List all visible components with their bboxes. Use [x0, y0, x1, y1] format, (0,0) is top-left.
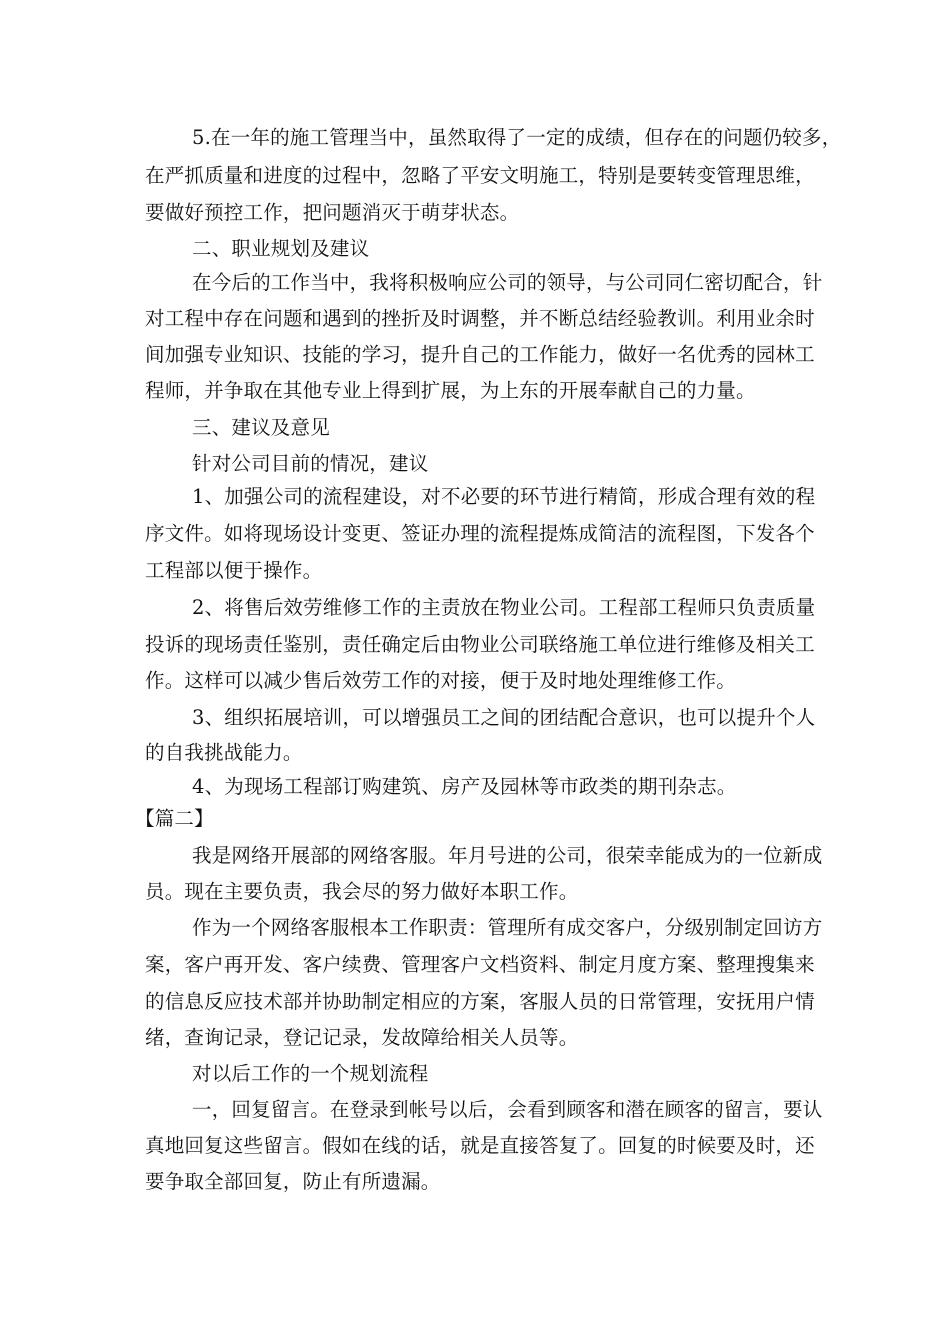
paragraph-line: 对以后工作的一个规划流程 — [192, 1062, 429, 1085]
paragraph-line: 工程部以便于操作。 — [145, 559, 323, 582]
paragraph-line: 针对公司目前的情况，建议 — [192, 452, 429, 475]
paragraph-line: 4、为现场工程部订购建筑、房产及园林等市政类的期刊杂志。 — [192, 775, 737, 798]
paragraph-line: 投诉的现场责任鉴别，责任确定后由物业公司联络施工单位进行维修及相关工 — [145, 633, 815, 656]
paragraph-line: 作为一个网络客服根本工作职责：管理所有成交客户，分级别制定回访方 — [192, 916, 823, 939]
part-heading: 【篇二】 — [135, 807, 214, 830]
section-heading: 三、建议及意见 — [192, 416, 330, 439]
paragraph-line: 间加强专业知识、技能的学习，提升自己的工作能力，做好一名优秀的园林工 — [145, 343, 815, 366]
paragraph-line: 2、将售后效劳维修工作的主责放在物业公司。工程部工程师只负责质量 — [192, 596, 816, 619]
paragraph-line: 对工程中存在问题和遇到的挫折及时调整，并不断总结经验教训。利用业余时 — [145, 307, 815, 330]
paragraph-line: 1、加强公司的流程建设，对不必要的环节进行精简，形成合理有效的程 — [192, 485, 816, 508]
paragraph-line: 5.在一年的施工管理当中，虽然取得了一定的成绩，但存在的问题仍较多， — [192, 126, 842, 149]
section-heading: 二、职业规划及建议 — [192, 237, 370, 260]
paragraph-line: 一，回复留言。在登录到帐号以后，会看到顾客和潜在顾客的留言，要认 — [192, 1098, 823, 1121]
paragraph-line: 案，客户再开发、客户续费、管理客户文档资料、制定月度方案、整理搜集来 — [145, 953, 815, 976]
paragraph-line: 在今后的工作当中，我将积极响应公司的领导，与公司同仁密切配合，针 — [192, 271, 823, 294]
paragraph-line: 的自我挑战能力。 — [145, 741, 303, 764]
paragraph-line: 我是网络开展部的网络客服。年月号进的公司，很荣幸能成为的一位新成 — [192, 844, 823, 867]
paragraph-line: 序文件。如将现场设计变更、签证办理的流程提炼成简洁的流程图，下发各个 — [145, 522, 815, 545]
paragraph-line: 真地回复这些留言。假如在线的话，就是直接答复了。回复的时候要及时，还 — [145, 1134, 815, 1157]
paragraph-line: 员。现在主要负责，我会尽的努力做好本职工作。 — [145, 880, 579, 903]
paragraph-line: 要争取全部回复，防止有所遗漏。 — [145, 1170, 441, 1193]
paragraph-line: 绪，查询记录，登记记录，发故障给相关人员等。 — [145, 1026, 579, 1049]
paragraph-line: 要做好预控工作，把问题消灭于萌芽状态。 — [145, 201, 520, 224]
paragraph-line: 作。这样可以减少售后效劳工作的对接，便于及时地处理维修工作。 — [145, 669, 737, 692]
paragraph-line: 程师，并争取在其他专业上得到扩展，为上东的开展奉献自己的力量。 — [145, 379, 756, 402]
paragraph-line: 3、组织拓展培训，可以增强员工之间的团结配合意识，也可以提升个人 — [192, 706, 816, 729]
paragraph-line: 的信息反应技术部并协助制定相应的方案，客服人员的日常管理，安抚用户情 — [145, 990, 815, 1013]
paragraph-line: 在严抓质量和进度的过程中，忽略了平安文明施工，特别是要转变管理思维， — [145, 164, 815, 187]
